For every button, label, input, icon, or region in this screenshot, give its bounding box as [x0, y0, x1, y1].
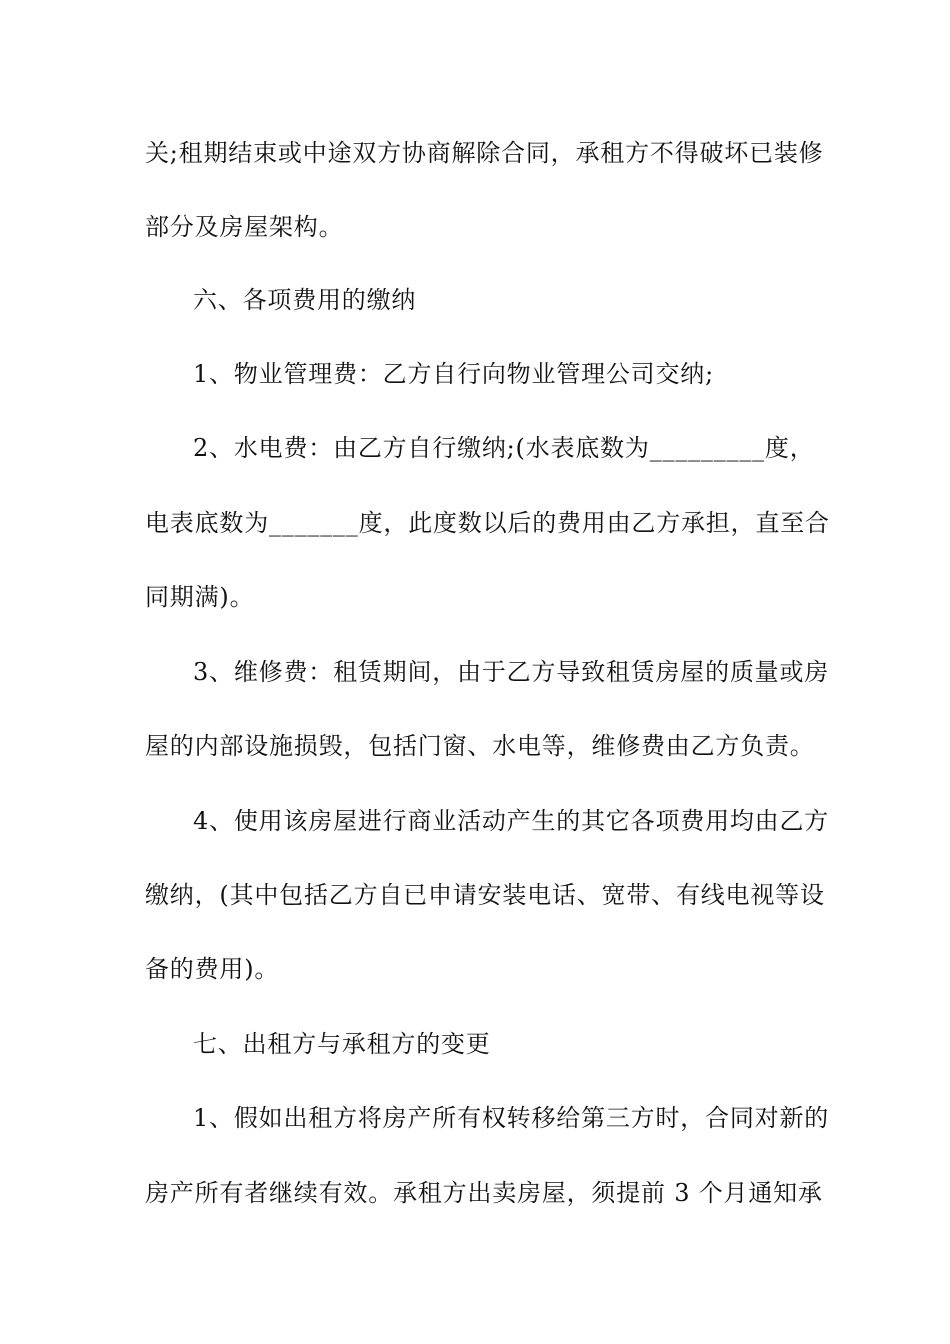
text-line: 1、物业管理费：乙方自行向物业管理公司交纳; [193, 360, 714, 388]
text-line: 备的费用)。 [145, 955, 280, 983]
text-line: 屋的内部设施损毁，包括门窗、水电等，维修费由乙方负责。 [145, 732, 815, 760]
text-line: 1、假如出租方将房产所有权转移给第三方时，合同对新的 [193, 1104, 830, 1132]
text-line: 缴纳，(其中包括乙方自已申请安装电话、宽带、有线电视等设 [145, 881, 825, 909]
text-line: 关;租期结束或中途双方协商解除合同，承租方不得破坏已装修 [145, 139, 824, 167]
section-heading: 六、各项费用的缴纳 [193, 286, 417, 314]
text-line: 房产所有者继续有效。承租方出卖房屋，须提前 3 个月通知承 [145, 1179, 823, 1207]
text-line: 2、水电费：由乙方自行缴纳;(水表底数为_________度， [193, 434, 815, 462]
section-heading: 七、出租方与承租方的变更 [193, 1030, 491, 1058]
text-line: 3、维修费：租赁期间，由于乙方导致租赁房屋的质量或房 [193, 658, 830, 686]
text-line: 部分及房屋架构。 [145, 213, 344, 241]
text-line: 4、使用该房屋进行商业活动产生的其它各项费用均由乙方 [193, 807, 830, 835]
text-line: 同期满)。 [145, 583, 255, 611]
text-line: 电表底数为_______度，此度数以后的费用由乙方承担，直至合 [145, 509, 830, 537]
